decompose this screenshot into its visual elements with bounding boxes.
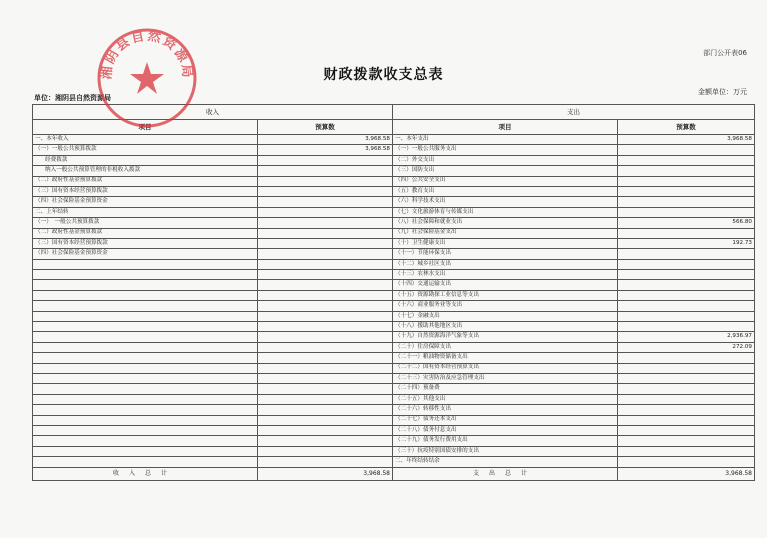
income-item-cell: （一）一般公共预算拨款 (33, 145, 258, 155)
unit-label: 单位：湘阴县自然资源局 (34, 94, 111, 102)
table-row (33, 342, 755, 352)
expense-item-cell: （十三）农林水支出 (393, 270, 618, 280)
table-row (33, 301, 755, 311)
expense-value-cell (618, 384, 755, 394)
table-row (33, 218, 755, 228)
income-item-cell: （二）政府性基金预算拨款 (33, 228, 258, 238)
seal-text: 湘阴县自然资源局 (99, 28, 195, 81)
table-row (33, 259, 755, 269)
expense-value-cell (618, 373, 755, 383)
income-item-cell: （一） 一般公共预算拨款 (33, 218, 258, 228)
income-item-cell (33, 363, 258, 373)
income-item-cell (33, 270, 258, 280)
table-row (33, 186, 755, 196)
expense-header: 支出 (393, 105, 755, 120)
table-row (33, 425, 755, 435)
expense-value-cell (618, 290, 755, 300)
table-row (33, 436, 755, 446)
income-item-cell: （四）社会保险基金预算资金 (33, 249, 258, 259)
expense-value-cell (618, 457, 755, 467)
expense-item-cell: （九）社会保险基金支出 (393, 228, 618, 238)
expense-item-cell: （十）卫生健康支出 (393, 238, 618, 248)
income-value-cell (258, 155, 393, 165)
income-value-cell: 3,968.58 (258, 135, 393, 145)
income-value-cell (258, 280, 393, 290)
expense-item-cell: （三十）抗疫特别国债安排的支出 (393, 446, 618, 456)
income-budget-header: 预算数 (258, 120, 393, 135)
expense-item-cell: （二十六）转移性支出 (393, 405, 618, 415)
expense-item-cell: 一、本年支出 (393, 135, 618, 145)
table-code: 部门公开表06 (703, 49, 747, 57)
table-row (33, 176, 755, 186)
income-item-cell: （二）政府性基金预算拨款 (33, 176, 258, 186)
income-value-cell (258, 270, 393, 280)
seal-mark (98, 28, 195, 126)
expense-item-cell: （十一）节能环保支出 (393, 249, 618, 259)
income-value-cell (258, 332, 393, 342)
expense-item-header: 项目 (393, 120, 618, 135)
table-row (33, 166, 755, 176)
expense-item-cell: （十二）城乡社区支出 (393, 259, 618, 269)
income-value-cell (258, 249, 393, 259)
expense-value-cell (618, 270, 755, 280)
table-row (33, 311, 755, 321)
expense-value-cell (618, 353, 755, 363)
income-value-cell (258, 301, 393, 311)
expense-item-cell: （七）文化旅游体育与传媒支出 (393, 207, 618, 217)
income-value-cell (258, 218, 393, 228)
expense-item-cell: （三）国防支出 (393, 166, 618, 176)
expense-item-cell: （四）公共安全支出 (393, 176, 618, 186)
income-value-cell (258, 436, 393, 446)
expense-value-cell (618, 197, 755, 207)
expense-value-cell (618, 301, 755, 311)
income-item-cell: （三）国有资本经营预算拨款 (33, 238, 258, 248)
expense-value-cell (618, 280, 755, 290)
income-item-cell (33, 373, 258, 383)
expense-value-cell (618, 145, 755, 155)
table-row (33, 135, 755, 145)
income-value-cell (258, 238, 393, 248)
expense-item-cell: （六）科学技术支出 (393, 197, 618, 207)
expense-value-cell (618, 436, 755, 446)
table-row (33, 249, 755, 259)
income-item-cell: 二、上年结转 (33, 207, 258, 217)
expense-item-cell: （二十七）债务还本支出 (393, 415, 618, 425)
expense-value-cell: 566.80 (618, 218, 755, 228)
expense-value-cell (618, 394, 755, 404)
expense-value-cell: 2,936.97 (618, 332, 755, 342)
total-income-label: 收入总计 (33, 467, 258, 480)
table-row (33, 155, 755, 165)
table-row (33, 384, 755, 394)
income-item-cell: （三）国有资本经营预算拨款 (33, 186, 258, 196)
income-value-cell: 3,968.58 (258, 145, 393, 155)
income-item-cell (33, 322, 258, 332)
table-row (33, 322, 755, 332)
income-value-cell (258, 353, 393, 363)
income-item-cell (33, 342, 258, 352)
expense-item-cell: （二十）住房保障支出 (393, 342, 618, 352)
expense-value-cell (618, 155, 755, 165)
income-value-cell (258, 166, 393, 176)
income-value-cell (258, 176, 393, 186)
table-row (33, 363, 755, 373)
table-row (33, 405, 755, 415)
table-row (33, 373, 755, 383)
table-row (33, 353, 755, 363)
income-value-cell (258, 311, 393, 321)
expense-value-cell: 192.73 (618, 238, 755, 248)
income-value-cell (258, 446, 393, 456)
income-value-cell (258, 186, 393, 196)
income-value-cell (258, 457, 393, 467)
expense-value-cell (618, 249, 755, 259)
income-item-cell (33, 415, 258, 425)
table-row (33, 270, 755, 280)
total-row (33, 467, 755, 480)
table-row (33, 280, 755, 290)
income-item-cell (33, 353, 258, 363)
income-value-cell (258, 394, 393, 404)
table-row (33, 446, 755, 456)
expense-item-cell: （八）社会保障和就业支出 (393, 218, 618, 228)
income-item-cell (33, 446, 258, 456)
expense-value-cell (618, 186, 755, 196)
table-row (33, 238, 755, 248)
income-item-cell: 纳入一般公共预算管理的非税收入拨款 (33, 166, 258, 176)
income-value-cell (258, 290, 393, 300)
total-expense-label: 支出总计 (393, 467, 618, 480)
income-value-cell (258, 373, 393, 383)
income-value-cell (258, 259, 393, 269)
income-item-cell (33, 384, 258, 394)
income-item-cell (33, 394, 258, 404)
expense-item-cell: （二十五）其他支出 (393, 394, 618, 404)
income-value-cell (258, 405, 393, 415)
expense-value-cell (618, 322, 755, 332)
table-row (33, 457, 755, 467)
income-item-cell (33, 311, 258, 321)
income-value-cell (258, 363, 393, 373)
expense-item-cell: （二十八）债务付息支出 (393, 425, 618, 435)
income-value-cell (258, 342, 393, 352)
income-value-cell (258, 425, 393, 435)
income-value-cell (258, 207, 393, 217)
expense-item-cell: （十六）商业服务业等支出 (393, 301, 618, 311)
income-item-cell (33, 332, 258, 342)
income-value-cell (258, 384, 393, 394)
official-seal (95, 26, 199, 130)
total-expense-value: 3,968.58 (618, 467, 755, 480)
income-header: 收入 (33, 105, 393, 120)
expense-item-cell: （十七）金融支出 (393, 311, 618, 321)
income-item-cell: （四）社会保险基金预算资金 (33, 197, 258, 207)
expense-item-cell: （五）教育支出 (393, 186, 618, 196)
expense-value-cell (618, 259, 755, 269)
expense-item-cell: （十五）资源勘探工业信息等支出 (393, 290, 618, 300)
expense-item-cell: （二十三）灾害防治及应急管理支出 (393, 373, 618, 383)
expense-value-cell (618, 446, 755, 456)
income-item-cell (33, 405, 258, 415)
expense-value-cell: 3,968.58 (618, 135, 755, 145)
income-value-cell (258, 322, 393, 332)
expense-value-cell (618, 207, 755, 217)
expense-value-cell (618, 228, 755, 238)
table-row (33, 394, 755, 404)
income-item-cell (33, 280, 258, 290)
expense-item-cell: 二、年终结转结余 (393, 457, 618, 467)
table-row (33, 332, 755, 342)
expense-value-cell (618, 425, 755, 435)
expense-item-cell: （二十二）国有资本经营预算支出 (393, 363, 618, 373)
income-value-cell (258, 415, 393, 425)
page-title: 财政拨款收支总表 (323, 67, 444, 83)
table-row (33, 145, 755, 155)
expense-item-cell: （二十四）预备费 (393, 384, 618, 394)
table-row (33, 207, 755, 217)
expense-item-cell: （二十九）债务发行费用支出 (393, 436, 618, 446)
table-row (33, 290, 755, 300)
income-value-cell (258, 197, 393, 207)
table-row (33, 415, 755, 425)
expense-value-cell (618, 176, 755, 186)
income-item-cell (33, 301, 258, 311)
table-row (33, 228, 755, 238)
expense-item-cell: （十八）援助其他地区支出 (393, 322, 618, 332)
expense-item-cell: （二十一）粮油物资储备支出 (393, 353, 618, 363)
budget-table (32, 104, 755, 481)
expense-item-cell: （十九）自然资源海洋气象等支出 (393, 332, 618, 342)
income-item-cell (33, 425, 258, 435)
expense-value-cell (618, 166, 755, 176)
income-item-cell: 一、本年收入 (33, 135, 258, 145)
income-item-cell (33, 290, 258, 300)
amount-unit: 金额单位：万元 (698, 88, 747, 96)
income-item-cell (33, 457, 258, 467)
expense-value-cell: 272.09 (618, 342, 755, 352)
income-value-cell (258, 228, 393, 238)
expense-value-cell (618, 363, 755, 373)
table-row (33, 197, 755, 207)
income-item-cell (33, 259, 258, 269)
expense-value-cell (618, 405, 755, 415)
total-income-value: 3,968.58 (258, 467, 393, 480)
income-item-cell (33, 436, 258, 446)
expense-item-cell: （一）一般公共服务支出 (393, 145, 618, 155)
expense-value-cell (618, 415, 755, 425)
income-item-header: 项目 (33, 120, 258, 135)
expense-item-cell: （十四）交通运输支出 (393, 280, 618, 290)
expense-value-cell (618, 311, 755, 321)
expense-item-cell: （二）外交支出 (393, 155, 618, 165)
expense-budget-header: 预算数 (618, 120, 755, 135)
income-item-cell: 经费拨款 (33, 155, 258, 165)
